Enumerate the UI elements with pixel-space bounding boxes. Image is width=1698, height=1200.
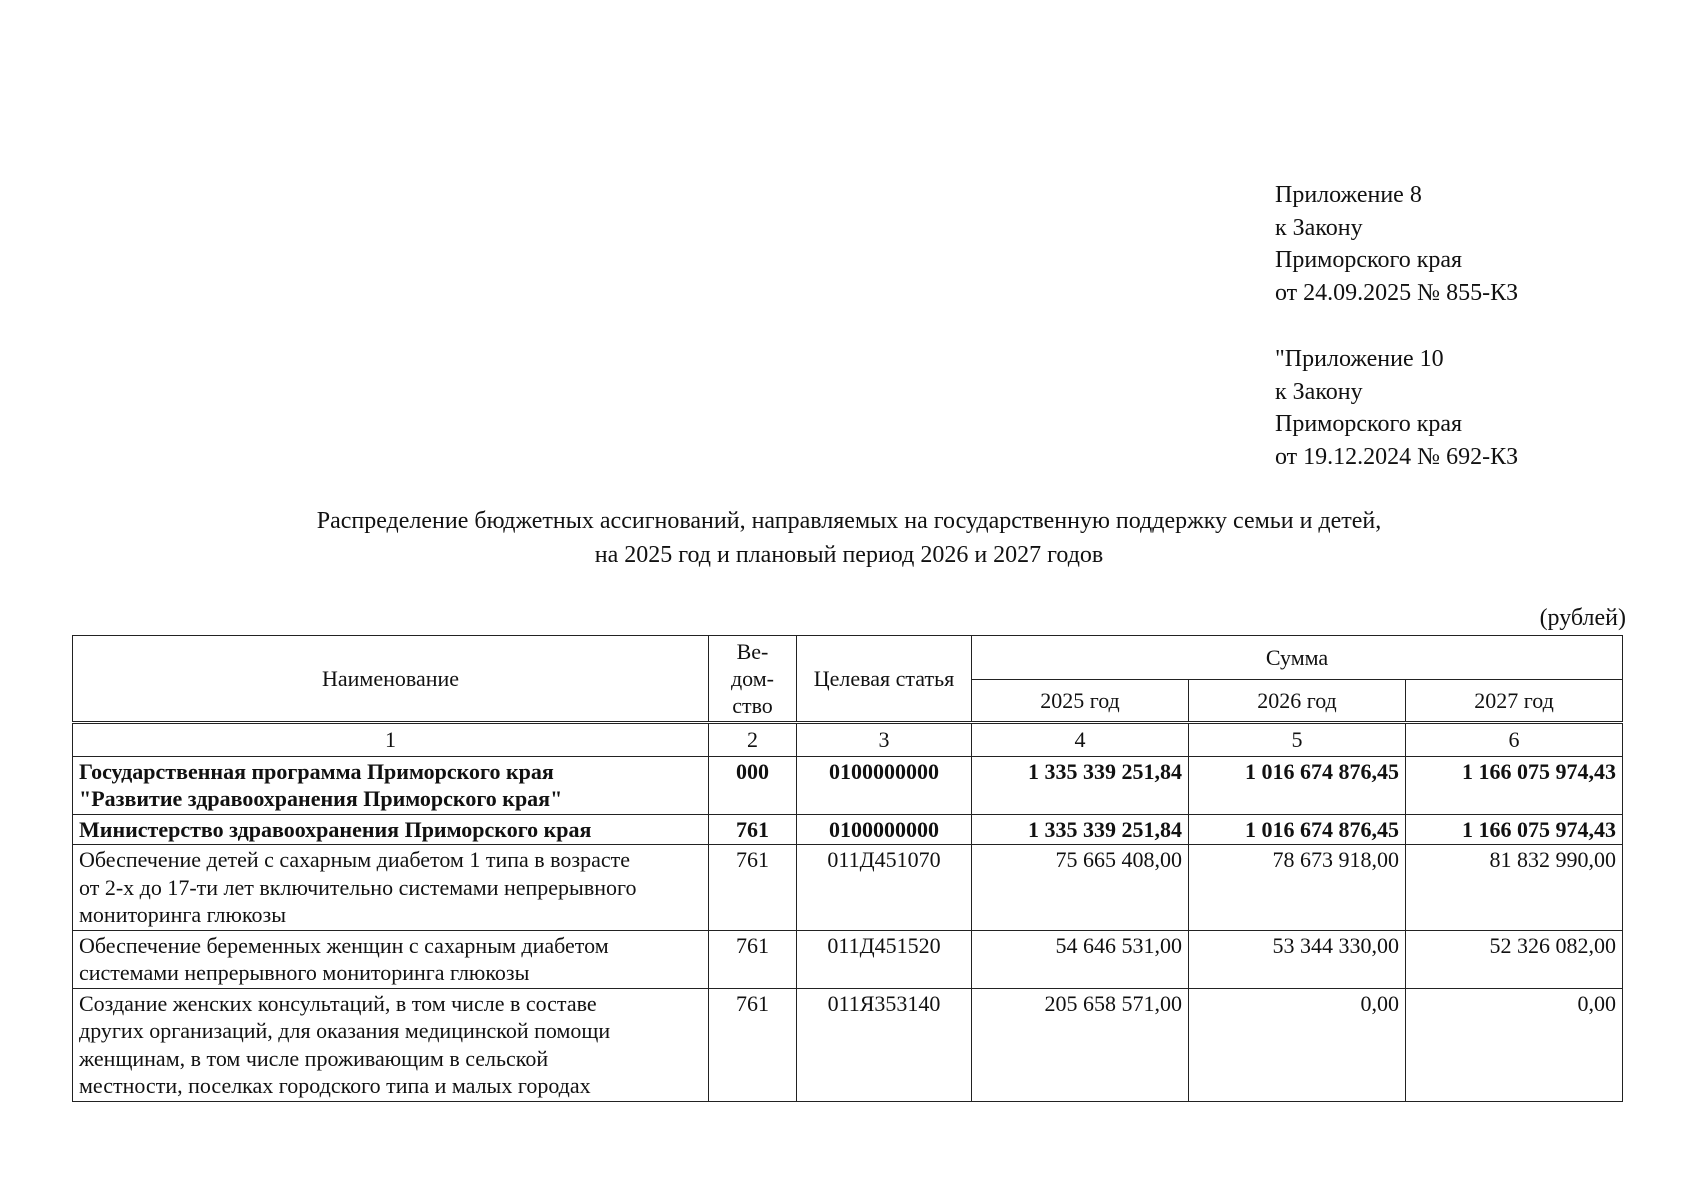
appendix-10-line: от 19.12.2024 № 692-КЗ bbox=[1275, 443, 1519, 470]
row-name-line: женщинам, в том числе проживающим в сельской bbox=[79, 1045, 549, 1071]
appendix-10-line: к Закону bbox=[1275, 378, 1363, 405]
appendix-8-line: Приложение 8 bbox=[1275, 182, 1422, 208]
column-number: 3 bbox=[797, 723, 972, 757]
row-amount-2027: 0,00 bbox=[1406, 988, 1623, 1101]
title-line-1: Распределение бюджетных ассигнований, направляемых на государственную поддержку семьи и детей, bbox=[316, 508, 1382, 534]
row-amount-2025: 54 646 531,00 bbox=[972, 930, 1189, 988]
row-department: 000 bbox=[709, 756, 797, 814]
row-department: 761 bbox=[709, 988, 797, 1101]
row-amount-2026: 1 016 674 876,45 bbox=[1189, 756, 1406, 814]
row-amount-2027: 52 326 082,00 bbox=[1406, 930, 1623, 988]
column-number: 1 bbox=[73, 723, 709, 757]
appendix-8-line: к Закону bbox=[1275, 214, 1363, 241]
row-target-article: 011Д451520 bbox=[797, 930, 972, 988]
title-line-2: на 2025 год и плановый период 2026 и 2027 годов bbox=[594, 542, 1104, 568]
header-department-line: Ве- bbox=[736, 639, 769, 664]
appendix-8-line: Приморского края bbox=[1275, 247, 1463, 273]
row-name-line: Создание женских консультаций, в том числе в составе bbox=[79, 990, 597, 1016]
header-department-line: ство bbox=[732, 693, 773, 718]
row-target-article: 011Д451070 bbox=[797, 845, 972, 931]
row-department: 761 bbox=[709, 845, 797, 931]
column-number: 5 bbox=[1189, 723, 1406, 757]
row-amount-2027: 1 166 075 974,43 bbox=[1406, 756, 1623, 814]
row-department: 761 bbox=[709, 814, 797, 845]
row-amount-2025: 75 665 408,00 bbox=[972, 845, 1189, 931]
row-target-article: 0100000000 bbox=[797, 756, 972, 814]
units-label: (рублей) bbox=[1539, 605, 1626, 631]
document-title bbox=[0, 504, 1698, 572]
row-name-line: Обеспечение детей с сахарным диабетом 1 типа в возрасте bbox=[79, 847, 630, 872]
header-year-2025: 2025 год bbox=[972, 680, 1189, 723]
column-number: 2 bbox=[709, 723, 797, 757]
header-sum: Сумма bbox=[972, 636, 1623, 680]
row-name bbox=[73, 756, 709, 814]
column-number-row bbox=[73, 723, 1623, 757]
row-amount-2026: 1 016 674 876,45 bbox=[1189, 814, 1406, 845]
row-name-line: Обеспечение беременных женщин с сахарным диабетом bbox=[79, 932, 609, 958]
row-amount-2027: 1 166 075 974,43 bbox=[1406, 814, 1623, 845]
column-number: 4 bbox=[972, 723, 1189, 757]
row-name-line: местности, поселках городского типа и малых городах bbox=[79, 1073, 591, 1098]
row-name bbox=[73, 845, 709, 931]
row-name-line: от 2-х до 17-ти лет включительно системами непрерывного bbox=[79, 874, 637, 900]
table-row bbox=[73, 988, 1623, 1101]
appendix-10-line: "Приложение 10 bbox=[1275, 346, 1444, 372]
appendix-8-line: от 24.09.2025 № 855-КЗ bbox=[1275, 279, 1519, 306]
row-name-line: мониторинга глюкозы bbox=[79, 902, 286, 927]
row-name-line: системами непрерывного мониторинга глюкозы bbox=[79, 960, 530, 985]
header-department bbox=[709, 636, 797, 723]
row-department: 761 bbox=[709, 930, 797, 988]
row-name bbox=[73, 930, 709, 988]
appendix-10-reference bbox=[1275, 343, 1635, 473]
row-amount-2025: 205 658 571,00 bbox=[972, 988, 1189, 1101]
table-row bbox=[73, 845, 1623, 931]
header-target-article: Целевая статья bbox=[797, 636, 972, 723]
row-amount-2026: 78 673 918,00 bbox=[1189, 845, 1406, 931]
row-amount-2025: 1 335 339 251,84 bbox=[972, 756, 1189, 814]
row-target-article: 011Я353140 bbox=[797, 988, 972, 1101]
column-number: 6 bbox=[1406, 723, 1623, 757]
appendix-8-reference bbox=[1275, 179, 1635, 309]
row-name bbox=[73, 814, 709, 845]
header-department-line: дом- bbox=[730, 666, 775, 691]
header-year-2027: 2027 год bbox=[1406, 680, 1623, 723]
row-name-line: Государственная программа Приморского края bbox=[79, 758, 554, 784]
row-amount-2026: 0,00 bbox=[1189, 988, 1406, 1101]
row-name-line: "Развитие здравоохранения Приморского края" bbox=[79, 786, 563, 811]
budget-allocation-table bbox=[72, 635, 1623, 1102]
row-target-article: 0100000000 bbox=[797, 814, 972, 845]
row-name-line: Министерство здравоохранения Приморского края bbox=[79, 816, 592, 842]
header-name: Наименование bbox=[73, 636, 709, 723]
table-row bbox=[73, 814, 1623, 845]
row-amount-2025: 1 335 339 251,84 bbox=[972, 814, 1189, 845]
table-row bbox=[73, 756, 1623, 814]
appendix-10-line: Приморского края bbox=[1275, 411, 1463, 437]
row-name-line: других организаций, для оказания медицинской помощи bbox=[79, 1018, 611, 1043]
row-amount-2027: 81 832 990,00 bbox=[1406, 845, 1623, 931]
header-year-2026: 2026 год bbox=[1189, 680, 1406, 723]
row-name bbox=[73, 988, 709, 1101]
row-amount-2026: 53 344 330,00 bbox=[1189, 930, 1406, 988]
table-row bbox=[73, 930, 1623, 988]
table-header-row bbox=[73, 636, 1623, 680]
